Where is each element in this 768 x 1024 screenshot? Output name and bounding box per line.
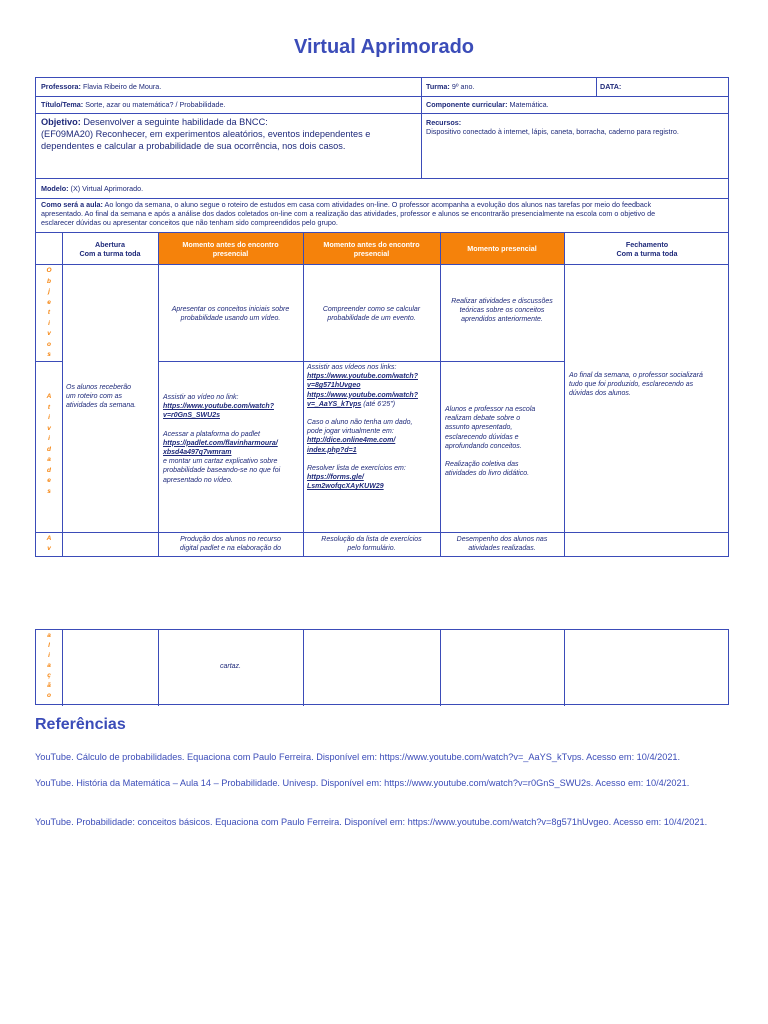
row-label-letter: v bbox=[47, 545, 51, 552]
atividade-antes-2 bbox=[307, 363, 439, 491]
text-line: dúvidas dos alunos. bbox=[569, 390, 631, 398]
avaliacao-antes-1 bbox=[160, 535, 301, 553]
video-link-1[interactable] bbox=[163, 402, 301, 420]
text-line: atividades da semana. bbox=[66, 402, 137, 410]
turma-value: 9º ano. bbox=[451, 82, 475, 91]
titulo-value: Sorte, azar ou matemática? / Probabilidade. bbox=[85, 100, 226, 109]
como-sera-block bbox=[41, 200, 725, 227]
page-title: Virtual Aprimorado bbox=[293, 36, 475, 58]
fechamento-text bbox=[569, 371, 729, 399]
text-line: Apresentar os conceitos iniciais sobre bbox=[171, 306, 290, 313]
objetivo-antes-2 bbox=[305, 305, 438, 323]
row-label-letter: a bbox=[47, 632, 51, 639]
componente-row bbox=[426, 100, 549, 109]
col-header-line: presencial bbox=[212, 248, 249, 258]
turma-label: Turma: bbox=[426, 82, 450, 91]
modelo-value: (X) Virtual Aprimorado. bbox=[70, 184, 144, 193]
text-line: atividades realizadas. bbox=[468, 545, 536, 553]
link-part[interactable]: v=_AaYS_kTvps bbox=[307, 400, 362, 408]
text-line: Desempenho dos alunos nas bbox=[456, 536, 548, 543]
reference-item: YouTube. Cálculo de probabilidades. Equaciona com Paulo Ferreira. Disponível em: https://www.youtube.com/watch?v=_AaYS_kTvps. Acesso em: 10/4/2021. bbox=[35, 752, 681, 762]
row-label-letter: v bbox=[47, 424, 51, 432]
link-part[interactable]: v=8g571hUvgeo bbox=[307, 382, 361, 390]
text-line: e montar um cartaz explicativo sobre bbox=[163, 458, 278, 466]
como-line-1: Ao longo da semana, o aluno segue o roteiro de estudos em casa com atividades on-line. O professor acompanha a evolução dos alunos nas tarefas por meio do feedback bbox=[104, 200, 652, 209]
professora-value: Flavia Ribeiro de Moura. bbox=[82, 82, 162, 91]
titulo-label: Título/Tema: bbox=[41, 100, 84, 109]
row-label-letter: j bbox=[48, 288, 50, 295]
col-header-line: Abertura bbox=[95, 239, 125, 249]
abertura-text bbox=[66, 383, 156, 411]
row-label-letter: i bbox=[48, 414, 50, 421]
atividade-presencial bbox=[445, 405, 561, 478]
video-link-2[interactable] bbox=[307, 372, 439, 390]
text-line: esclarecendo dúvidas e bbox=[445, 433, 519, 441]
text-line: pode jogar virtualmente em: bbox=[307, 428, 394, 436]
text-line: Realizar atividades e discussões bbox=[451, 298, 553, 305]
link-part[interactable]: https://forms.gle/ bbox=[307, 474, 364, 482]
text-line: um roteiro com as bbox=[66, 393, 123, 401]
como-line-2: apresentado. Ao final da semana e após a análise dos dados coletados on-line com a realização das atividades, professor e alunos se encontrarão presencialmente na escola com o objetivo de bbox=[41, 209, 656, 218]
link-part[interactable]: http://dice.online4me.com/ bbox=[307, 437, 396, 445]
data-label: DATA: bbox=[600, 82, 622, 91]
padlet-link[interactable] bbox=[163, 439, 301, 457]
como-label: Como será a aula: bbox=[41, 200, 103, 209]
col-header-antes-2 bbox=[303, 233, 440, 264]
link-part[interactable]: index.php?d=1 bbox=[307, 446, 357, 454]
row-label-letter: O bbox=[46, 267, 52, 274]
video-time-note: (até 6'25") bbox=[361, 400, 396, 408]
row-label-letter: d bbox=[47, 466, 51, 474]
link-part[interactable]: https://www.youtube.com/watch? bbox=[163, 403, 274, 411]
col-header-line: Momento presencial bbox=[467, 244, 537, 253]
text-line: Resolução da lista de exercícios bbox=[321, 536, 422, 543]
titulo-row bbox=[41, 100, 225, 109]
avaliacao-antes-2 bbox=[305, 535, 438, 553]
objetivo-presencial bbox=[442, 297, 562, 325]
col-header-presencial bbox=[440, 233, 564, 264]
row-label-letter: d bbox=[47, 445, 51, 453]
col-header-line: Momento antes do encontro bbox=[182, 239, 279, 249]
text-line: Resolver lista de exercícios em: bbox=[307, 464, 406, 472]
link-part[interactable]: v=r0GnS_SWU2s bbox=[163, 412, 220, 420]
text-line: Alunos e professor na escola bbox=[445, 406, 536, 413]
text-line: probabilidade usando um vídeo. bbox=[180, 315, 281, 323]
text-line: Realização coletiva das bbox=[445, 461, 519, 469]
row-label-letter: i bbox=[48, 652, 50, 659]
col-header-fechamento bbox=[564, 233, 730, 264]
text-line: digital padlet e na elaboração do bbox=[179, 545, 282, 553]
row-label-letter: e bbox=[47, 477, 51, 484]
row-label-letter: t bbox=[47, 403, 51, 411]
row-label-atividades bbox=[36, 393, 62, 498]
references-heading: Referências bbox=[35, 716, 126, 733]
row-label-letter: ã bbox=[47, 682, 51, 689]
row-label-letter: e bbox=[47, 298, 51, 306]
objetivo-line-3: dependentes e calcular a probabilidade de sua ocorrência, nos dois casos. bbox=[41, 141, 346, 151]
row-label-letter: A bbox=[46, 535, 52, 542]
row-label-avaliacao-top bbox=[36, 535, 62, 555]
text-line: Compreender como se calcular bbox=[322, 306, 421, 313]
recursos-label: Recursos: bbox=[426, 118, 462, 127]
text-line: aprofundando conceitos. bbox=[445, 442, 522, 450]
row-label-avaliacao-bottom bbox=[36, 632, 62, 702]
row-label-letter: v bbox=[47, 330, 51, 337]
reference-item: YouTube. História da Matemática – Aula 14 – Probabilidade. Univesp. Disponível em: https://www.youtube.com/watch?v=r0GnS_SWU2s. Acesso em: 10/4/2021. bbox=[35, 778, 690, 788]
row-label-objetivos bbox=[36, 267, 62, 362]
link-part[interactable]: Lsm2wofqcXAyKUW29 bbox=[307, 483, 384, 491]
text-line: Acessar a plataforma do padlet bbox=[163, 430, 260, 438]
dice-link[interactable] bbox=[307, 436, 439, 454]
text-line: Ao final da semana, o professor socializará bbox=[569, 372, 703, 379]
text-line: Caso o aluno não tenha um dado, bbox=[307, 419, 413, 427]
row-label-letter: s bbox=[47, 351, 51, 358]
row-label-letter: l bbox=[48, 642, 50, 649]
col-header-antes-1 bbox=[158, 233, 303, 264]
text-line: pelo formulário. bbox=[347, 545, 396, 553]
row-label-letter: o bbox=[47, 340, 51, 348]
row-label-letter: a bbox=[47, 456, 51, 463]
activity-grid-table bbox=[35, 233, 729, 557]
col-header-abertura bbox=[62, 233, 158, 264]
col-header-line: Fechamento bbox=[625, 239, 669, 249]
turma-row bbox=[426, 82, 474, 91]
col-header-line: presencial bbox=[353, 248, 390, 258]
objetivo-antes-1 bbox=[160, 305, 301, 323]
objetivo-block bbox=[41, 116, 416, 152]
row-label-letter: ç bbox=[47, 672, 51, 679]
professora-label: Professora: bbox=[41, 82, 81, 91]
row-label-letter: o bbox=[47, 692, 51, 699]
professora-row bbox=[41, 82, 161, 91]
atividade-antes-1 bbox=[163, 393, 301, 485]
como-line-3: esclarecer dúvidas ou apresentar conceitos que não tenham sido compreendidos pelo grupo. bbox=[41, 218, 338, 227]
avaliacao-continuation: cartaz. bbox=[219, 663, 241, 670]
row-label-letter: a bbox=[47, 662, 51, 669]
forms-link[interactable] bbox=[307, 473, 439, 491]
text-line: probabilidade de um evento. bbox=[327, 315, 416, 323]
text-line: aprendidos anteriormente. bbox=[461, 316, 543, 324]
objetivo-line-2: (EF09MA20) Reconhecer, em experimentos aleatórios, eventos independentes e bbox=[41, 129, 371, 139]
avaliacao-presencial bbox=[442, 535, 562, 553]
reference-item: YouTube. Probabilidade: conceitos básicos. Equaciona com Paulo Ferreira. Disponível em: https://www.youtube.com/watch?v=8g571hUvgeo. Acesso em: 10/4/2021. bbox=[35, 817, 708, 827]
text-line: apresentado no vídeo. bbox=[163, 476, 233, 484]
text-line: Assistir aos vídeos nos links: bbox=[307, 364, 397, 371]
col-header-line: Momento antes do encontro bbox=[323, 239, 420, 249]
row-label-letter: t bbox=[47, 309, 51, 316]
row-label-letter: A bbox=[46, 393, 52, 400]
col-header-line: Com a turma toda bbox=[79, 248, 141, 258]
row-label-letter: b bbox=[47, 277, 51, 285]
text-line: realizam debate sobre o bbox=[445, 415, 521, 423]
text-line: assunto apresentado, bbox=[445, 424, 513, 432]
modelo-row bbox=[41, 184, 143, 193]
activity-grid-continuation bbox=[35, 629, 729, 705]
link-part[interactable]: xbsd4a497q7wmram bbox=[163, 449, 232, 457]
link-part[interactable]: https://www.youtube.com/watch? bbox=[307, 373, 418, 381]
text-line: tudo que foi produzido, esclarecendo as bbox=[569, 381, 694, 389]
row-label-letter: i bbox=[48, 435, 50, 442]
objetivo-label: Objetivo: bbox=[41, 117, 81, 127]
link-part[interactable]: https://www.youtube.com/watch? bbox=[307, 391, 418, 399]
modelo-label: Modelo: bbox=[41, 184, 69, 193]
text-line: Assistir ao vídeo no link: bbox=[163, 394, 239, 401]
text-line: probabilidade baseando-se no que foi bbox=[163, 467, 281, 475]
row-label-letter: i bbox=[48, 319, 50, 327]
recursos-block bbox=[426, 118, 726, 136]
text-line: atividades do livro didático. bbox=[445, 470, 530, 478]
row-label-letter: s bbox=[47, 487, 51, 495]
componente-label: Componente curricular: bbox=[426, 100, 508, 109]
text-line: Os alunos receberão bbox=[66, 384, 131, 391]
text-line: Produção dos alunos no recurso bbox=[180, 536, 281, 543]
objetivo-line-1: Desenvolver a seguinte habilidade da BNCC: bbox=[83, 117, 268, 127]
col-header-line: Com a turma toda bbox=[616, 248, 678, 258]
text-line: teóricas sobre os conceitos bbox=[459, 307, 545, 315]
componente-value: Matemática. bbox=[509, 100, 549, 109]
lesson-info-table bbox=[35, 77, 729, 233]
link-part[interactable]: https://padlet.com/flavinharmoura/ bbox=[163, 439, 278, 447]
recursos-value: Dispositivo conectado à internet, lápis, caneta, borracha, caderno para registro. bbox=[426, 127, 679, 136]
